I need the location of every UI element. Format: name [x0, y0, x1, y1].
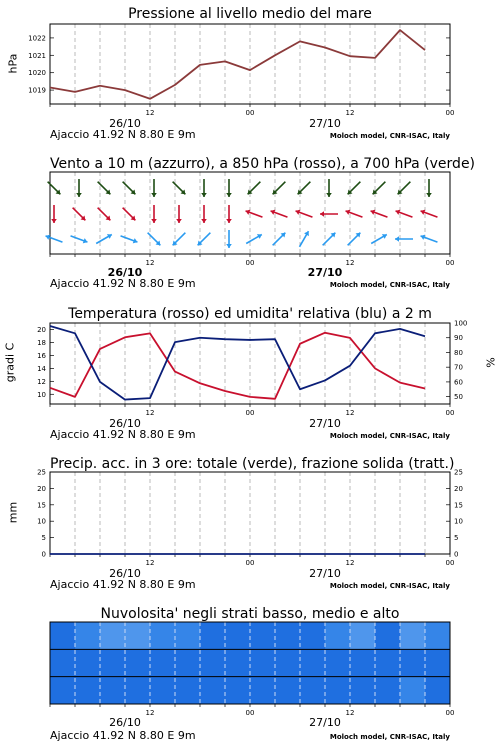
date-label: 27/10 — [309, 716, 341, 729]
cloud-cell — [50, 622, 76, 649]
wind-arrow — [121, 236, 138, 243]
cloud-cell — [300, 649, 326, 676]
wind-arrow — [71, 236, 88, 243]
date-label: 26/10 — [107, 266, 143, 279]
y-tick-label-right: 10 — [454, 517, 463, 526]
y-tick-label: 18 — [37, 338, 46, 347]
wind-arrow — [51, 205, 57, 223]
cloud-cell — [300, 677, 326, 704]
cloud-cell — [375, 622, 401, 649]
y-tick-label-right: 90 — [454, 334, 463, 343]
cloud-cell — [325, 622, 351, 649]
x-tick-label: 00 — [445, 709, 455, 717]
cloud-cell — [75, 622, 101, 649]
humidity-line — [50, 326, 425, 400]
wind-arrow — [198, 233, 211, 246]
wind-arrow — [151, 205, 157, 223]
temperature-chart — [0, 300, 500, 450]
cloud-cell — [350, 649, 376, 676]
pressure-line — [50, 30, 425, 99]
pressure-chart — [0, 0, 500, 150]
pressure-panel — [0, 0, 500, 150]
wind-arrow — [226, 230, 232, 248]
wind-arrow — [96, 234, 112, 243]
y-tick-label-right: 5 — [454, 534, 459, 543]
y-tick-label: 1020 — [28, 69, 46, 78]
date-label: 26/10 — [109, 567, 141, 580]
y-tick-label-right: 25 — [454, 468, 463, 477]
cloud-cell — [100, 677, 126, 704]
cloud-cell — [425, 677, 451, 704]
station-info: Ajaccio 41.92 N 8.80 E 9m — [50, 729, 196, 742]
wind-arrow — [395, 236, 413, 242]
wind-arrow — [323, 233, 336, 246]
cloud-cell — [200, 677, 226, 704]
y-tick-label: 10 — [37, 390, 46, 399]
cloud-cell — [325, 649, 351, 676]
x-tick-label: 12 — [145, 409, 155, 417]
x-tick-label: 00 — [245, 259, 255, 267]
y-tick-label: 14 — [37, 364, 46, 373]
cloud-cell — [275, 622, 301, 649]
x-tick-label: 00 — [445, 109, 455, 117]
y-tick-label: 5 — [41, 534, 46, 543]
date-label: 27/10 — [309, 117, 341, 130]
cloud-cell — [275, 649, 301, 676]
temperature-panel — [0, 300, 500, 450]
cloud-cell — [225, 622, 251, 649]
cloud-cell — [300, 622, 326, 649]
model-credit: Moloch model, CNR-ISAC, Italy — [329, 733, 450, 741]
wind-arrow — [371, 210, 388, 217]
cloud-cell — [425, 649, 451, 676]
y-tick-label: 1019 — [28, 86, 46, 95]
y-axis-label: mm — [6, 501, 20, 524]
station-info: Ajaccio 41.92 N 8.80 E 9m — [50, 428, 196, 441]
date-label: 27/10 — [307, 266, 343, 279]
date-label: 26/10 — [109, 117, 141, 130]
x-tick-label: 12 — [145, 709, 155, 717]
y-tick-label-right: 0 — [454, 550, 459, 559]
wind-arrow — [426, 179, 432, 197]
cloud-cell — [400, 622, 426, 649]
cloud-cell — [50, 649, 76, 676]
y-tick-label: 16 — [37, 351, 46, 360]
x-tick-label: 00 — [445, 559, 455, 567]
plot-frame — [50, 323, 450, 404]
wind-arrow — [296, 210, 313, 217]
y-tick-label: 1021 — [28, 51, 46, 60]
date-label: 27/10 — [309, 417, 341, 430]
wind-arrow — [46, 235, 63, 242]
y-tick-label-right: 70 — [454, 363, 463, 372]
wind-arrow — [226, 205, 232, 223]
cloud-cell — [350, 622, 376, 649]
wind-arrow — [421, 235, 438, 242]
x-tick-label: 12 — [145, 559, 155, 567]
x-tick-label: 12 — [345, 109, 355, 117]
wind-arrow — [346, 210, 363, 217]
y-tick-label: 10 — [37, 517, 46, 526]
wind-arrow — [201, 205, 207, 223]
cloud-cell — [225, 649, 251, 676]
cloud-cell — [325, 677, 351, 704]
y-tick-label-right: 20 — [454, 484, 463, 493]
chart-title: Pressione al livello medio del mare — [128, 6, 372, 22]
cloud-cell — [250, 677, 276, 704]
cloud-cell — [375, 649, 401, 676]
y-tick-label: 15 — [37, 501, 46, 510]
cloud-cell — [250, 622, 276, 649]
x-tick-label: 00 — [445, 259, 455, 267]
station-info: Ajaccio 41.92 N 8.80 E 9m — [50, 128, 196, 141]
cloud-cell — [250, 649, 276, 676]
chart-title: Temperatura (rosso) ed umidita' relativa (blu) a 2 m — [68, 306, 432, 322]
y-tick-label-right: 80 — [454, 348, 463, 357]
plot-frame — [50, 472, 450, 554]
cloud-panel — [0, 600, 500, 750]
y-tick-label: 0 — [41, 550, 46, 559]
y-axis-label: hPa — [6, 53, 20, 74]
cloud-cell — [125, 649, 151, 676]
x-tick-label: 12 — [345, 409, 355, 417]
cloud-cell — [75, 677, 101, 704]
y-tick-label-right: 100 — [454, 319, 468, 328]
cloud-cell — [275, 677, 301, 704]
y-tick-label: 20 — [37, 325, 46, 334]
x-tick-label: 00 — [245, 709, 255, 717]
cloud-cell — [75, 649, 101, 676]
y-tick-label: 12 — [37, 377, 46, 386]
y-tick-label-right: 15 — [454, 501, 463, 510]
wind-arrow — [246, 234, 262, 243]
cloud-cell — [200, 649, 226, 676]
precipitation-chart — [0, 450, 500, 600]
cloud-cell — [150, 649, 176, 676]
cloud-cell — [175, 649, 201, 676]
wind-chart — [0, 150, 500, 300]
x-tick-label: 00 — [445, 409, 455, 417]
wind-arrow — [273, 233, 286, 246]
x-tick-label: 00 — [245, 409, 255, 417]
x-tick-label: 12 — [345, 559, 355, 567]
cloud-chart — [0, 600, 500, 750]
date-label: 26/10 — [109, 716, 141, 729]
y-tick-label: 25 — [37, 468, 46, 477]
cloud-cell — [150, 677, 176, 704]
wind-arrow — [320, 211, 338, 217]
cloud-cell — [175, 622, 201, 649]
wind-arrow — [246, 210, 263, 217]
wind-arrow — [348, 233, 361, 246]
cloud-cell — [225, 677, 251, 704]
model-credit: Moloch model, CNR-ISAC, Italy — [329, 432, 450, 440]
wind-arrow — [271, 210, 288, 217]
y-axis-label-right: % — [483, 357, 497, 368]
precipitation-panel — [0, 450, 500, 600]
wind-arrow — [300, 231, 309, 247]
cloud-cell — [425, 622, 451, 649]
cloud-cell — [150, 622, 176, 649]
model-credit: Moloch model, CNR-ISAC, Italy — [329, 281, 450, 289]
cloud-cell — [350, 677, 376, 704]
wind-arrow — [421, 210, 438, 217]
cloud-cell — [100, 622, 126, 649]
date-label: 26/10 — [109, 417, 141, 430]
model-credit: Moloch model, CNR-ISAC, Italy — [329, 132, 450, 140]
cloud-cell — [125, 677, 151, 704]
wind-arrow — [226, 179, 232, 197]
y-tick-label: 20 — [37, 484, 46, 493]
wind-arrow — [76, 179, 82, 197]
chart-title: Nuvolosita' negli strati basso, medio e alto — [100, 606, 400, 622]
cloud-cell — [400, 677, 426, 704]
station-info: Ajaccio 41.92 N 8.80 E 9m — [50, 578, 196, 591]
y-tick-label-right: 60 — [454, 378, 463, 387]
wind-arrow — [371, 234, 387, 243]
y-tick-label: 1022 — [28, 34, 46, 43]
y-tick-label-right: 50 — [454, 393, 463, 402]
x-tick-label: 12 — [145, 259, 155, 267]
wind-arrow — [176, 205, 182, 223]
cloud-cell — [100, 649, 126, 676]
chart-title: Vento a 10 m (azzurro), a 850 hPa (rosso), a 700 hPa (verde) — [50, 156, 476, 172]
x-tick-label: 00 — [245, 559, 255, 567]
cloud-cell — [375, 677, 401, 704]
date-label: 27/10 — [309, 567, 341, 580]
plot-frame — [50, 24, 450, 104]
cloud-cell — [400, 649, 426, 676]
model-credit: Moloch model, CNR-ISAC, Italy — [329, 582, 450, 590]
wind-panel — [0, 150, 500, 300]
x-tick-label: 12 — [345, 709, 355, 717]
cloud-cell — [125, 622, 151, 649]
x-tick-label: 00 — [245, 109, 255, 117]
x-tick-label: 12 — [145, 109, 155, 117]
wind-arrow — [201, 179, 207, 197]
chart-title: Precip. acc. in 3 ore: totale (verde), frazione solida (tratt.) — [50, 456, 455, 472]
y-axis-label: gradi C — [3, 342, 17, 383]
cloud-cell — [50, 677, 76, 704]
wind-arrow — [173, 233, 186, 246]
cloud-cell — [175, 677, 201, 704]
wind-arrow — [151, 179, 157, 197]
wind-arrow — [326, 179, 332, 197]
x-tick-label: 12 — [345, 259, 355, 267]
station-info: Ajaccio 41.92 N 8.80 E 9m — [50, 277, 196, 290]
wind-arrow — [396, 210, 413, 217]
cloud-cell — [200, 622, 226, 649]
